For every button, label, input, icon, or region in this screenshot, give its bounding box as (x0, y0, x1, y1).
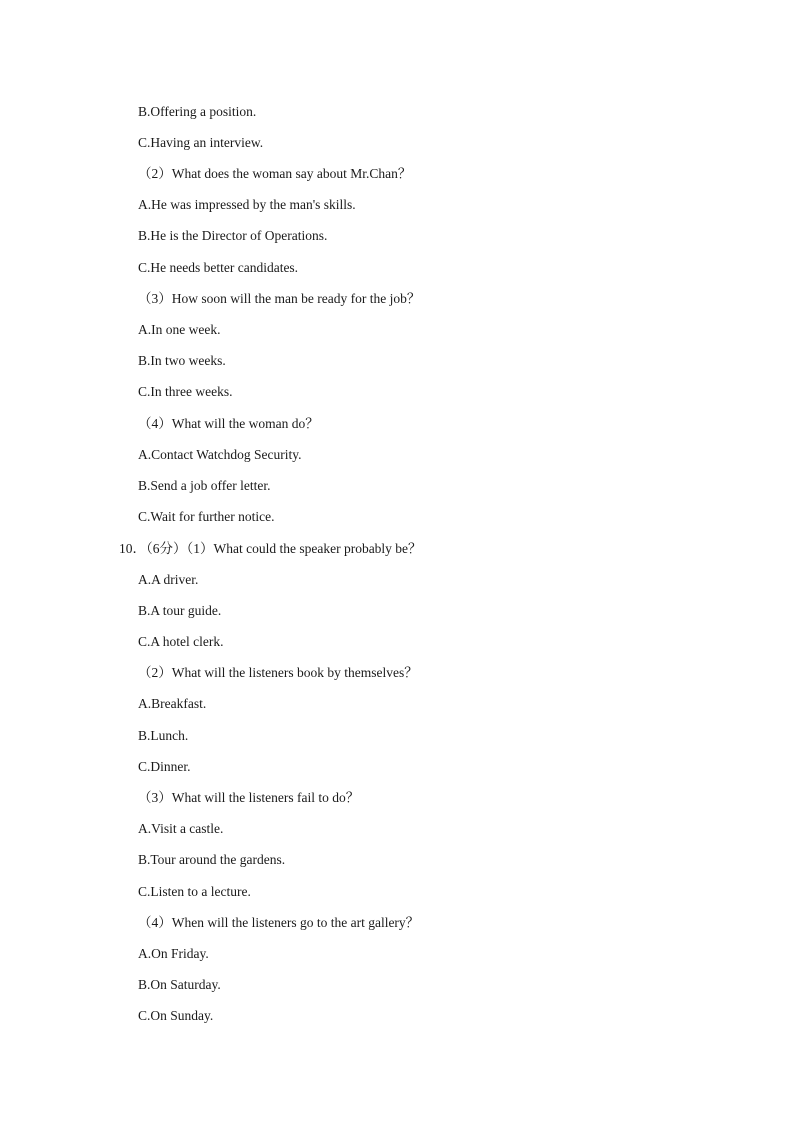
sub-question-text: （4）What will the woman do？ (138, 416, 319, 431)
option-text: C.On Sunday. (138, 1008, 214, 1023)
question-text: 10．（6分）（1）What could the speaker probably be？ (119, 541, 422, 556)
option-text: A.In one week. (138, 322, 221, 337)
option-text: B.On Saturday. (138, 977, 221, 992)
sub-question-text: （4）When will the listeners go to the art gallery？ (138, 915, 420, 930)
sub-question-text: （2）What will the listeners book by themselves？ (138, 665, 418, 680)
option-text: C.Having an interview. (138, 135, 264, 150)
sub-question-text: （3）What will the listeners fail to do？ (138, 790, 360, 805)
option-text: B.Offering a position. (138, 104, 257, 119)
option-text: B.He is the Director of Operations. (138, 228, 328, 243)
option-text: B.Tour around the gardens. (138, 852, 286, 867)
option-text: A.Contact Watchdog Security. (138, 447, 302, 462)
option-text: C.In three weeks. (138, 384, 233, 399)
option-text: C.Listen to a lecture. (138, 884, 251, 899)
option-text: B.Lunch. (138, 728, 189, 743)
option-text: A.Visit a castle. (138, 821, 224, 836)
option-text: A.A driver. (138, 572, 199, 587)
option-text: B.Send a job offer letter. (138, 478, 271, 493)
option-text: A.He was impressed by the man's skills. (138, 197, 356, 212)
option-text: C.A hotel clerk. (138, 634, 224, 649)
option-text: B.A tour guide. (138, 603, 222, 618)
option-text: B.In two weeks. (138, 353, 226, 368)
option-text: C.Dinner. (138, 759, 191, 774)
sub-question-text: （3）How soon will the man be ready for the job？ (138, 291, 421, 306)
option-text: A.On Friday. (138, 946, 209, 961)
option-text: A.Breakfast. (138, 696, 207, 711)
option-text: C.Wait for further notice. (138, 509, 275, 524)
sub-question-text: （2）What does the woman say about Mr.Chan？ (138, 166, 412, 181)
option-text: C.He needs better candidates. (138, 260, 299, 275)
